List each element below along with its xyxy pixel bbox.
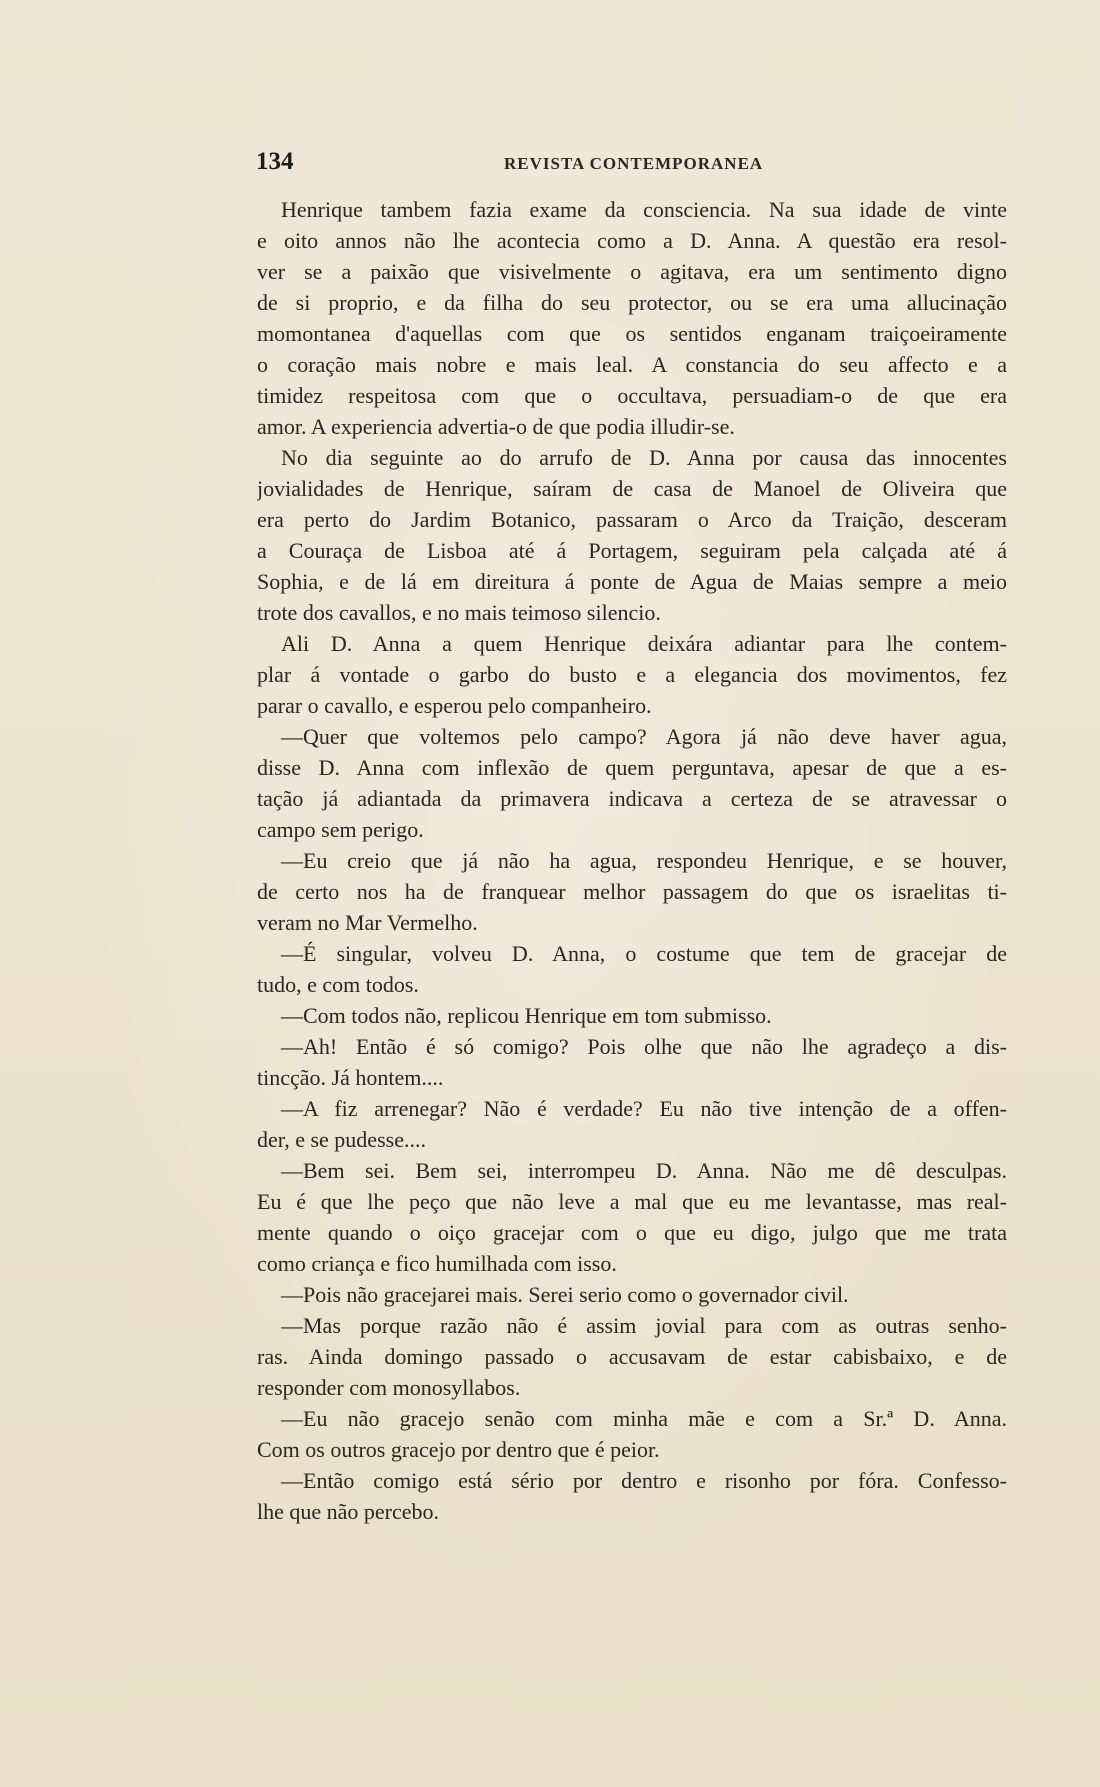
text-line: timidez respeitosa com que o occultava, persuadiam-o de que era: [257, 383, 1007, 408]
text-line: —A fiz arrenegar? Não é verdade? Eu não tive intenção de a offen-: [281, 1096, 1007, 1121]
text-line: lhe que não percebo.: [257, 1499, 440, 1524]
text-line: como criança e fico humilhada com isso.: [257, 1251, 617, 1276]
text-line: era perto do Jardim Botanico, passaram o Arco da Traição, desceram: [257, 507, 1007, 532]
text-line: Com os outros gracejo por dentro que é peior.: [257, 1437, 660, 1462]
text-line: —Bem sei. Bem sei, interrompeu D. Anna. Não me dê desculpas.: [281, 1158, 1007, 1183]
text-line: —Então comigo está sério por dentro e risonho por fóra. Confesso-: [281, 1468, 1007, 1493]
text-line: ras. Ainda domingo passado o accusavam de estar cabisbaixo, e de: [257, 1344, 1007, 1369]
text-line: ver se a paixão que visivelmente o agitava, era um sentimento digno: [257, 259, 1007, 284]
text-line: Sophia, e de lá em direitura á ponte de Agua de Maias sempre a meio: [257, 569, 1007, 594]
text-line: —Eu creio que já não ha agua, respondeu Henrique, e se houver,: [281, 848, 1007, 873]
text-line: Henrique tambem fazia exame da consciencia. Na sua idade de vinte: [281, 197, 1007, 222]
text-line: trote dos cavallos, e no mais teimoso silencio.: [257, 600, 661, 625]
running-head: REVISTA CONTEMPORANEA: [504, 154, 764, 173]
text-line: momontanea d'aquellas com que os sentidos enganam traiçoeiramente: [257, 321, 1007, 346]
text-line: de si proprio, e da filha do seu protector, ou se era uma allucinação: [257, 290, 1007, 315]
text-line: disse D. Anna com inflexão de quem perguntava, apesar de que a es-: [257, 755, 1007, 780]
text-line: —Ah! Então é só comigo? Pois olhe que não lhe agradeço a dis-: [281, 1034, 1007, 1059]
text-line: de certo nos ha de franquear melhor passagem do que os israelitas ti-: [257, 879, 1007, 904]
text-line: der, e se pudesse....: [257, 1127, 426, 1152]
text-line: o coração mais nobre e mais leal. A constancia do seu affecto e a: [257, 352, 1007, 377]
text-line: amor. A experiencia advertia-o de que podia illudir-se.: [257, 414, 735, 439]
page-header: [256, 148, 1016, 178]
text-line: Ali D. Anna a quem Henrique deixára adiantar para lhe contem-: [281, 631, 1007, 656]
text-line: Eu é que lhe peço que não leve a mal que eu me levantasse, mas real-: [257, 1189, 1007, 1214]
text-line: campo sem perigo.: [257, 817, 424, 842]
text-line: e oito annos não lhe acontecia como a D. Anna. A questão era resol-: [257, 228, 1007, 253]
text-line: —Quer que voltemos pelo campo? Agora já não deve haver agua,: [281, 724, 1007, 749]
text-line: —Pois não gracejarei mais. Serei serio como o governador civil.: [281, 1282, 849, 1307]
text-line: a Couraça de Lisboa até á Portagem, seguiram pela calçada até á: [257, 538, 1007, 563]
text-line: veram no Mar Vermelho.: [257, 910, 478, 935]
text-line: —Eu não gracejo senão com minha mãe e com a Sr.ª D. Anna.: [281, 1406, 1007, 1431]
text-line: tudo, e com todos.: [257, 972, 419, 997]
text-line: —Com todos não, replicou Henrique em tom submisso.: [281, 1003, 772, 1028]
text-line: tincção. Já hontem....: [257, 1065, 444, 1090]
text-line: responder com monosyllabos.: [257, 1375, 521, 1400]
text-line: mente quando o oiço gracejar com o que eu digo, julgo que me trata: [257, 1220, 1007, 1245]
text-line: No dia seguinte ao do arrufo de D. Anna por causa das innocentes: [281, 445, 1007, 470]
text-line: parar o cavallo, e esperou pelo companheiro.: [257, 693, 652, 718]
text-line: tação já adiantada da primavera indicava a certeza de se atravessar o: [257, 786, 1007, 811]
body-text: [257, 194, 1007, 1527]
text-line: jovialidades de Henrique, saíram de casa de Manoel de Oliveira que: [257, 476, 1007, 501]
text-line: —É singular, volveu D. Anna, o costume que tem de gracejar de: [281, 941, 1007, 966]
text-line: plar á vontade o garbo do busto e a elegancia dos movimentos, fez: [257, 662, 1007, 687]
page-number: 134: [256, 148, 294, 175]
text-line: —Mas porque razão não é assim jovial para com as outras senho-: [281, 1313, 1007, 1338]
